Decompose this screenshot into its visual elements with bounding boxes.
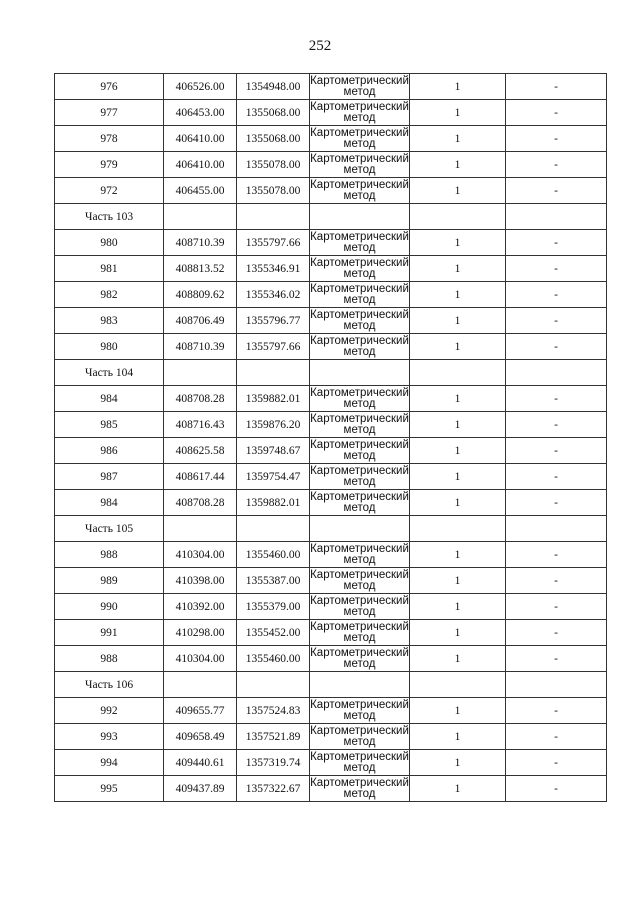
- accuracy-cell: 1: [410, 386, 506, 412]
- accuracy-cell: 1: [410, 334, 506, 360]
- table-row: [55, 334, 607, 360]
- y-coordinate-cell: 1355379.00: [237, 594, 310, 620]
- part-header-row: [55, 672, 607, 698]
- table-row: [55, 776, 607, 802]
- table-row: [55, 178, 607, 204]
- y-coordinate-cell: 1355078.00: [237, 152, 310, 178]
- accuracy-cell: 1: [410, 542, 506, 568]
- x-coordinate-cell: 408710.39: [164, 334, 237, 360]
- point-number-cell: 979: [55, 152, 164, 178]
- description-cell: -: [506, 568, 607, 594]
- method-cell: Картометрический метод: [310, 308, 409, 332]
- x-coordinate-cell: 408617.44: [164, 464, 237, 490]
- y-coordinate-cell: 1354948.00: [237, 74, 310, 100]
- y-coordinate-cell: 1355346.91: [237, 256, 310, 282]
- description-cell: -: [506, 490, 607, 516]
- x-coordinate-cell: 408813.52: [164, 256, 237, 282]
- x-coordinate-cell: 408809.62: [164, 282, 237, 308]
- accuracy-cell: 1: [410, 282, 506, 308]
- empty-cell: [310, 516, 410, 542]
- method-cell: Картометрический метод: [310, 256, 409, 280]
- empty-cell: [164, 672, 237, 698]
- table-row: [55, 438, 607, 464]
- accuracy-cell: 1: [410, 152, 506, 178]
- accuracy-cell: 1: [410, 308, 506, 334]
- table-row: [55, 464, 607, 490]
- empty-cell: [410, 516, 506, 542]
- empty-cell: [237, 516, 310, 542]
- description-cell: -: [506, 230, 607, 256]
- x-coordinate-cell: 409440.61: [164, 750, 237, 776]
- point-number-cell: 972: [55, 178, 164, 204]
- point-number-cell: 984: [55, 490, 164, 516]
- empty-cell: [164, 516, 237, 542]
- accuracy-cell: 1: [410, 594, 506, 620]
- y-coordinate-cell: 1359876.20: [237, 412, 310, 438]
- method-cell: Картометрический метод: [310, 100, 409, 124]
- accuracy-cell: 1: [410, 230, 506, 256]
- method-cell: Картометрический метод: [310, 776, 409, 800]
- description-cell: -: [506, 256, 607, 282]
- table-row: [55, 594, 607, 620]
- point-number-cell: 985: [55, 412, 164, 438]
- description-cell: -: [506, 282, 607, 308]
- empty-cell: [237, 672, 310, 698]
- table-row: [55, 152, 607, 178]
- point-number-cell: 986: [55, 438, 164, 464]
- method-cell: Картометрический метод: [310, 568, 409, 592]
- method-cell: Картометрический метод: [310, 152, 409, 176]
- point-number-cell: 991: [55, 620, 164, 646]
- y-coordinate-cell: 1357524.83: [237, 698, 310, 724]
- point-number-cell: 992: [55, 698, 164, 724]
- y-coordinate-cell: 1355387.00: [237, 568, 310, 594]
- part-label: Часть 105: [55, 516, 164, 542]
- x-coordinate-cell: 408710.39: [164, 230, 237, 256]
- description-cell: -: [506, 334, 607, 360]
- x-coordinate-cell: 410304.00: [164, 646, 237, 672]
- point-number-cell: 987: [55, 464, 164, 490]
- coordinates-table: [54, 73, 607, 802]
- empty-cell: [410, 204, 506, 230]
- table-row: [55, 646, 607, 672]
- table-row: [55, 724, 607, 750]
- method-cell: Картометрический метод: [310, 126, 409, 150]
- table-row: [55, 256, 607, 282]
- x-coordinate-cell: 410298.00: [164, 620, 237, 646]
- y-coordinate-cell: 1359882.01: [237, 490, 310, 516]
- method-cell: Картометрический метод: [310, 594, 409, 618]
- y-coordinate-cell: 1355797.66: [237, 230, 310, 256]
- empty-cell: [410, 672, 506, 698]
- y-coordinate-cell: 1355078.00: [237, 178, 310, 204]
- part-header-row: [55, 360, 607, 386]
- description-cell: -: [506, 74, 607, 100]
- table-row: [55, 620, 607, 646]
- x-coordinate-cell: 406410.00: [164, 126, 237, 152]
- method-cell: Картометрический метод: [310, 724, 409, 748]
- point-number-cell: 988: [55, 542, 164, 568]
- point-number-cell: 990: [55, 594, 164, 620]
- point-number-cell: 978: [55, 126, 164, 152]
- description-cell: -: [506, 776, 607, 802]
- description-cell: -: [506, 594, 607, 620]
- table-row: [55, 490, 607, 516]
- table-row: [55, 750, 607, 776]
- table-row: [55, 282, 607, 308]
- method-cell: Картометрический метод: [310, 74, 409, 98]
- method-cell: Картометрический метод: [310, 438, 409, 462]
- point-number-cell: 993: [55, 724, 164, 750]
- description-cell: -: [506, 698, 607, 724]
- method-cell: Картометрический метод: [310, 230, 409, 254]
- y-coordinate-cell: 1355068.00: [237, 100, 310, 126]
- y-coordinate-cell: 1357322.67: [237, 776, 310, 802]
- part-label: Часть 103: [55, 204, 164, 230]
- method-cell: Картометрический метод: [310, 282, 409, 306]
- x-coordinate-cell: 410398.00: [164, 568, 237, 594]
- y-coordinate-cell: 1355797.66: [237, 334, 310, 360]
- point-number-cell: 983: [55, 308, 164, 334]
- description-cell: -: [506, 126, 607, 152]
- table-row: [55, 308, 607, 334]
- accuracy-cell: 1: [410, 126, 506, 152]
- point-number-cell: 980: [55, 334, 164, 360]
- x-coordinate-cell: 408708.28: [164, 386, 237, 412]
- part-header-row: [55, 516, 607, 542]
- method-cell: Картометрический метод: [310, 386, 409, 410]
- method-cell: Картометрический метод: [310, 646, 409, 670]
- description-cell: -: [506, 750, 607, 776]
- empty-cell: [310, 360, 410, 386]
- y-coordinate-cell: 1355068.00: [237, 126, 310, 152]
- y-coordinate-cell: 1357319.74: [237, 750, 310, 776]
- point-number-cell: 981: [55, 256, 164, 282]
- x-coordinate-cell: 406410.00: [164, 152, 237, 178]
- accuracy-cell: 1: [410, 74, 506, 100]
- description-cell: -: [506, 412, 607, 438]
- part-label: Часть 104: [55, 360, 164, 386]
- part-label: Часть 106: [55, 672, 164, 698]
- x-coordinate-cell: 410392.00: [164, 594, 237, 620]
- accuracy-cell: 1: [410, 438, 506, 464]
- point-number-cell: 982: [55, 282, 164, 308]
- accuracy-cell: 1: [410, 178, 506, 204]
- x-coordinate-cell: 408625.58: [164, 438, 237, 464]
- accuracy-cell: 1: [410, 776, 506, 802]
- empty-cell: [237, 204, 310, 230]
- y-coordinate-cell: 1355796.77: [237, 308, 310, 334]
- point-number-cell: 988: [55, 646, 164, 672]
- point-number-cell: 989: [55, 568, 164, 594]
- table-row: [55, 412, 607, 438]
- page-number: 252: [308, 38, 332, 54]
- y-coordinate-cell: 1355346.02: [237, 282, 310, 308]
- method-cell: Картометрический метод: [310, 620, 409, 644]
- empty-cell: [410, 360, 506, 386]
- description-cell: -: [506, 724, 607, 750]
- accuracy-cell: 1: [410, 256, 506, 282]
- description-cell: -: [506, 620, 607, 646]
- x-coordinate-cell: 408708.28: [164, 490, 237, 516]
- point-number-cell: 984: [55, 386, 164, 412]
- accuracy-cell: 1: [410, 620, 506, 646]
- method-cell: Картометрический метод: [310, 464, 409, 488]
- method-cell: Картометрический метод: [310, 750, 409, 774]
- empty-cell: [506, 672, 607, 698]
- table-row: [55, 698, 607, 724]
- method-cell: Картометрический метод: [310, 490, 409, 514]
- description-cell: -: [506, 152, 607, 178]
- table-row: [55, 568, 607, 594]
- empty-cell: [164, 360, 237, 386]
- accuracy-cell: 1: [410, 698, 506, 724]
- empty-cell: [506, 360, 607, 386]
- x-coordinate-cell: 408716.43: [164, 412, 237, 438]
- y-coordinate-cell: 1359882.01: [237, 386, 310, 412]
- description-cell: -: [506, 542, 607, 568]
- accuracy-cell: 1: [410, 750, 506, 776]
- x-coordinate-cell: 406455.00: [164, 178, 237, 204]
- description-cell: -: [506, 308, 607, 334]
- empty-cell: [310, 204, 410, 230]
- y-coordinate-cell: 1355452.00: [237, 620, 310, 646]
- accuracy-cell: 1: [410, 724, 506, 750]
- point-number-cell: 980: [55, 230, 164, 256]
- table-row: [55, 100, 607, 126]
- description-cell: -: [506, 386, 607, 412]
- description-cell: -: [506, 464, 607, 490]
- y-coordinate-cell: 1357521.89: [237, 724, 310, 750]
- empty-cell: [506, 516, 607, 542]
- table-row: [55, 126, 607, 152]
- x-coordinate-cell: 406526.00: [164, 74, 237, 100]
- point-number-cell: 994: [55, 750, 164, 776]
- method-cell: Картометрический метод: [310, 334, 409, 358]
- method-cell: Картометрический метод: [310, 178, 409, 202]
- accuracy-cell: 1: [410, 100, 506, 126]
- x-coordinate-cell: 409658.49: [164, 724, 237, 750]
- description-cell: -: [506, 178, 607, 204]
- table-row: [55, 386, 607, 412]
- empty-cell: [310, 672, 410, 698]
- table-row: [55, 542, 607, 568]
- x-coordinate-cell: 409437.89: [164, 776, 237, 802]
- table-row: [55, 74, 607, 100]
- accuracy-cell: 1: [410, 412, 506, 438]
- method-cell: Картометрический метод: [310, 698, 409, 722]
- coordinates-table-body: [55, 74, 607, 802]
- accuracy-cell: 1: [410, 490, 506, 516]
- accuracy-cell: 1: [410, 568, 506, 594]
- y-coordinate-cell: 1359748.67: [237, 438, 310, 464]
- x-coordinate-cell: 406453.00: [164, 100, 237, 126]
- point-number-cell: 976: [55, 74, 164, 100]
- table-row: [55, 230, 607, 256]
- description-cell: -: [506, 438, 607, 464]
- description-cell: -: [506, 100, 607, 126]
- empty-cell: [237, 360, 310, 386]
- part-header-row: [55, 204, 607, 230]
- empty-cell: [164, 204, 237, 230]
- y-coordinate-cell: 1355460.00: [237, 542, 310, 568]
- empty-cell: [506, 204, 607, 230]
- point-number-cell: 995: [55, 776, 164, 802]
- method-cell: Картометрический метод: [310, 412, 409, 436]
- x-coordinate-cell: 409655.77: [164, 698, 237, 724]
- y-coordinate-cell: 1355460.00: [237, 646, 310, 672]
- y-coordinate-cell: 1359754.47: [237, 464, 310, 490]
- point-number-cell: 977: [55, 100, 164, 126]
- x-coordinate-cell: 410304.00: [164, 542, 237, 568]
- method-cell: Картометрический метод: [310, 542, 409, 566]
- description-cell: -: [506, 646, 607, 672]
- accuracy-cell: 1: [410, 464, 506, 490]
- x-coordinate-cell: 408706.49: [164, 308, 237, 334]
- accuracy-cell: 1: [410, 646, 506, 672]
